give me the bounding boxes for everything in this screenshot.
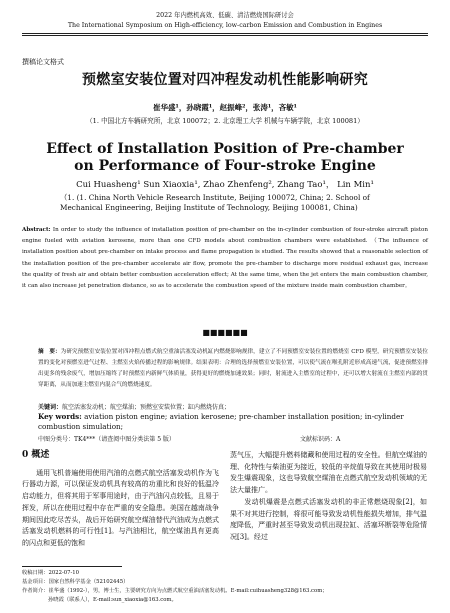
cn-affiliation: （1. 中国北方车辆研究所，北京 100072；2. 北京理工大学 机械与车辆学院，北京 100081） xyxy=(86,117,364,125)
en-keywords-label: Key words: xyxy=(38,412,82,421)
en-authors: Cui Huasheng¹ Sun Xiaoxia¹, Zhao Zhenfeng², Zhang Tao¹， Lin Min¹ xyxy=(76,180,374,190)
footnote-rule xyxy=(22,566,122,567)
left-column-text: 通用飞机普遍使用使用汽油的点燃式航空活塞发动机作为飞行器动力源，可以保证发动机具有较高的功重比和良好的低温冷启动能力，但将其用于军事用途时，由于汽油闪点较低，且易于挥发，所以在使用过程中存在严重的安全隐患。美国在越南战争期间因此吃尽苦头，战后开始研究航空煤油替代汽油成为点燃式活塞发动机燃料的可行性[1]。与汽油相比，航空煤油具有更高的闪点和更低的饱和 xyxy=(22,468,219,547)
right-column-p1: 蒸气压，大幅提升燃料储藏和使用过程的安全性。但航空煤油的理、化特性与柴油更为接近，较低的辛烷值导致在其使用时极易发生爆震现象，这也导致航空煤油在点燃式航空发动机领域的无法大量推广。 xyxy=(230,451,427,495)
cn-keywords xyxy=(38,402,428,411)
en-abstract xyxy=(22,225,428,292)
footnote-received: 收稿日期：2022-07-10 xyxy=(22,570,80,576)
abstract-text: In order to study the influence of installation position of pre-chamber on the in-cylinder combustion of four-stroke aircraft piston engine fueled with aviation kerosene, more than one CFD models about combustion chambers were established. （The influence of installation position about pre-chamber on intake process and flame propagation is studied. The results showed that a reasonable selection of the installation position of the pre-chamber accelerate air flow, promote the pre-chamber to discharge more residual exhaust gas, increase the quality of fresh air and obtain better combustion acceleration effect; At the same time, when the jet enters the main combustion chamber, it can also increase jet penetration distance, so as to accelerate the combustion speed of the mixture inside main combustion chamber。 xyxy=(22,227,428,290)
header-en: The International Symposium on High-efficiency, low-carbon Emission and Combustion in Engines xyxy=(67,22,383,29)
footnote-author: 作者简介：崔华盛（1992-），男，博士生，主要研究方向为点燃式航空重油活塞发动机。E-mail:cuihuasheng328@163.com； xyxy=(22,588,328,594)
header-rule xyxy=(22,33,428,34)
cn-abstract-text: 为研究预燃室安装位置对四冲程点燃式航空重油活塞发动机缸内燃烧影响规律，建立了不同预燃室安装位置的燃烧室 CFD 模型，研究预燃室安装位置的变化对预燃室进气过程、主燃室火焰传播过程的影响规律。结果表明：合理的选择预燃室安装位置，可以使气流在喉孔附近形成高速气流，促进预燃室排出更多的残余废气，增加压缩终了时预燃室内新鲜气体质量，获得更好的燃烧加速效果；同时，射流进入主燃室的过程中，还可以增大射流在主燃室内部的贯穿距离，从而加速主燃室内混合气的燃烧速度。 xyxy=(38,349,428,388)
right-column-p2: 发动机爆震是点燃式活塞发动机的非正常燃烧现象[2]，如果不对其进行控制，将很可能导致发动机性能损失增加，排气温度降低，严重时甚至导致发动机出现拉缸、活塞环断裂等危险情况[3]。经过 xyxy=(230,497,427,541)
en-affiliation: （1. (1. China North Vehicle Research Institute, Beijing 100072, China; 2. School of Mechanical Engineering, Beijing Institute of Technology, Beijing 100081, China) xyxy=(60,193,370,212)
section-title: 0 概述 xyxy=(22,450,50,460)
clc-number: 中图分类号：TK4***（请查阅中图分类法第 5 版） xyxy=(38,436,175,443)
en-title: Effect of Installation Position of Pre-chamber on Performance of Four-stroke Engine xyxy=(46,141,404,174)
en-keywords-text: aviation piston engine; aviation kerosene; pre-chamber installation position; in-cylinder combustion simulation; xyxy=(38,412,404,431)
cn-abstract xyxy=(38,347,428,391)
header-cn: 2022 年内燃机高效、低碳、清洁燃烧国际研讨会 xyxy=(156,12,294,19)
cn-authors: 崔华盛¹，孙晓霞¹，赵振峰²，张涛¹，吝敏¹ xyxy=(153,103,297,112)
cn-abstract-label: 摘 要： xyxy=(38,349,61,355)
footnote-contact: 孙晓霞（联系人），E-mail:sun_xiaoxia@163.com。 xyxy=(48,597,177,603)
article-type: 撰稿论文格式 xyxy=(22,58,64,66)
doc-code: 文献标识码：A xyxy=(300,436,341,443)
left-column xyxy=(22,450,219,550)
header-rule-2 xyxy=(22,35,428,36)
footnote-fund: 基金项目：国家自然科学基金（52102445） xyxy=(22,579,129,585)
separator: ■■■■■■ xyxy=(202,328,248,337)
right-column xyxy=(230,450,427,544)
cn-title: 预燃室安装位置对四冲程发动机性能影响研究 xyxy=(82,72,368,88)
en-keywords xyxy=(38,412,428,432)
abstract-label: Abstract: xyxy=(22,227,51,233)
cn-keywords-label: 关键词： xyxy=(38,404,63,411)
cn-keywords-text: 航空活塞发动机；航空煤油；预燃室安装位置；缸内燃烧仿真； xyxy=(62,404,231,411)
